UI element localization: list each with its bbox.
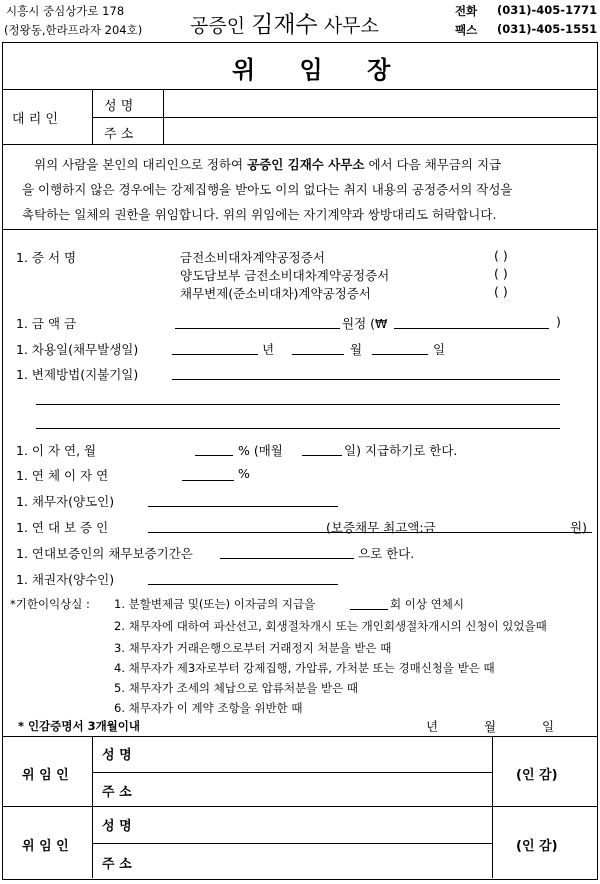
amount-number-field[interactable] (394, 328, 549, 329)
date-month-label: 월 (484, 719, 497, 734)
guarantee-period-tail: 으로 한다. (358, 546, 415, 561)
agent-name-label: 성 명 (104, 99, 134, 114)
guarantor-label: 1. 연 대 보 증 인 (16, 520, 109, 535)
principal-1-label: 위 임 인 (22, 768, 69, 783)
principal-2-address-label: 주 소 (102, 857, 132, 872)
deed-label: 1. 증 서 명 (16, 250, 77, 265)
sig1-row-divider (92, 772, 492, 773)
acceleration-label: *기한이익상실 : (10, 597, 90, 611)
agent-address-label: 주 소 (104, 127, 134, 142)
amount-close: ) (556, 314, 561, 329)
creditor-label: 1. 채권자(양수인) (16, 572, 115, 587)
paragraph-line-1c: 에서 다음 채무금의 지급 (364, 157, 502, 172)
principal-2-label: 위 임 인 (22, 839, 69, 854)
interest-day-field[interactable] (302, 455, 342, 456)
document-title: 위 임 장 (232, 56, 409, 84)
office-name: 김재수 (251, 12, 318, 38)
paragraph-line-3: 촉탁하는 일체의 권한을 위임합니다. 위의 위임에는 자기계약과 쌍방대리도 허락합니다. (22, 207, 497, 222)
deed-checkbox-3[interactable]: ( ) (494, 284, 508, 299)
amount-label: 1. 금 액 금 (16, 316, 77, 331)
seal-certificate-note: * 인감증명서 3개월이내 (18, 719, 141, 733)
loan-year-label: 년 (262, 342, 275, 357)
guarantee-period-field[interactable] (220, 558, 354, 559)
repayment-label: 1. 변제방법(지불기일) (16, 367, 139, 382)
paragraph-office-name: 공증인 김재수 사무소 (247, 157, 365, 172)
agent-col-divider-1 (92, 89, 93, 144)
deed-option-3: 채무변제(준소비대차)계약공정증서 (180, 286, 371, 301)
paragraph-line-1a: 위의 사람을 본인의 대리인으로 정하여 (34, 157, 248, 172)
sig-col-divider-1 (92, 736, 93, 878)
loan-day-label: 일 (433, 342, 446, 357)
repayment-field-3[interactable] (36, 428, 560, 429)
interest-rate-field[interactable] (195, 455, 233, 456)
amount-field[interactable] (175, 328, 340, 329)
loan-day-field[interactable] (372, 354, 428, 355)
interest-tail: 일) 지급하기로 한다. (344, 443, 458, 458)
agent-col-divider-2 (163, 89, 164, 144)
interest-pct-label: % (매월 (238, 443, 283, 458)
repayment-field-1[interactable] (172, 379, 560, 380)
address-line-2: (정왕동,한라프라자 204호) (4, 23, 143, 37)
principal-2-seal: (인 감) (516, 839, 558, 854)
acceleration-clause-6: 6. 채무자가 이 계약 조항을 위반한 때 (114, 701, 303, 715)
sig2-row-divider (92, 843, 492, 844)
acceleration-clause-5: 5. 채무자가 조세의 체납으로 압류처분을 받은 때 (114, 681, 358, 695)
late-interest-pct: % (238, 466, 250, 481)
deed-option-2: 양도담보부 금전소비대차계약공정증서 (180, 268, 390, 283)
guarantee-period-label: 1. 연대보증인의 채무보증기간은 (16, 546, 193, 561)
acceleration-clause-1a: 1. 분할변제금 및(또는) 이자금의 지급을 (114, 597, 316, 611)
paragraph-line-1 (34, 155, 501, 173)
loan-month-field[interactable] (292, 354, 344, 355)
principal-1-name-label: 성 명 (102, 748, 132, 763)
acceleration-clause-1b: 회 이상 연체시 (390, 597, 464, 611)
repayment-field-2[interactable] (36, 404, 560, 405)
date-year-label: 년 (426, 719, 439, 734)
paragraph-divider (2, 229, 598, 230)
office-suffix: 사무소 (323, 15, 379, 37)
guarantor-limit-label: (보증채무 최고액:금 (326, 520, 436, 535)
late-interest-label: 1. 연 체 이 자 연 (16, 468, 109, 483)
acceleration-clause-3: 3. 채무자가 거래은행으로부터 거래정지 처분을 받은 때 (114, 641, 392, 655)
amount-won-label: 원정 (₩ (342, 316, 388, 331)
loan-year-field[interactable] (172, 354, 258, 355)
sig-col-divider-2 (492, 736, 493, 878)
fax-value: (031)-405-1551 (497, 22, 598, 36)
deed-option-1: 금전소비대차계약공정증서 (180, 250, 325, 265)
agent-bottom-divider (2, 144, 598, 145)
guarantor-won: 원) (570, 520, 587, 535)
deed-checkbox-2[interactable]: ( ) (494, 266, 508, 281)
principal-1-seal: (인 감) (516, 768, 558, 783)
loan-date-label: 1. 차용일(채무발생일) (16, 342, 139, 357)
deed-checkbox-1[interactable]: ( ) (494, 248, 508, 263)
office-prefix: 공증인 (190, 15, 246, 37)
agent-row-divider (92, 117, 598, 118)
loan-month-label: 월 (350, 342, 363, 357)
creditor-field[interactable] (148, 584, 338, 585)
acceleration-clause-4: 4. 채무자가 제3자로부터 강제집행, 가압류, 가처분 또는 경매신청을 받은 때 (114, 661, 495, 675)
late-interest-field[interactable] (182, 480, 234, 481)
principal-1-address-label: 주 소 (102, 785, 132, 800)
office-title (190, 6, 379, 39)
paragraph-line-2: 을 이행하지 않은 경우에는 강제집행을 받아도 이의 없다는 취지 내용의 공정증서의 작성을 (22, 182, 513, 197)
principal-2-name-label: 성 명 (102, 819, 132, 834)
acceleration-clause-2: 2. 채무자에 대하여 파산선고, 회생절차개시 또는 개인회생절차개시의 신청이 있었을때 (114, 619, 547, 633)
acceleration-count-field[interactable] (350, 609, 388, 610)
phone-label: 전화 (455, 4, 478, 18)
debtor-field[interactable] (148, 506, 338, 507)
address-line-1: 시흥시 중심상가로 178 (6, 4, 125, 18)
debtor-label: 1. 채무자(양도인) (16, 494, 115, 509)
fax-label: 팩스 (455, 23, 478, 37)
date-day-label: 일 (542, 719, 555, 734)
agent-label: 대 리 인 (12, 112, 58, 127)
interest-label: 1. 이 자 연, 월 (16, 443, 97, 458)
phone-value: (031)-405-1771 (497, 3, 598, 17)
